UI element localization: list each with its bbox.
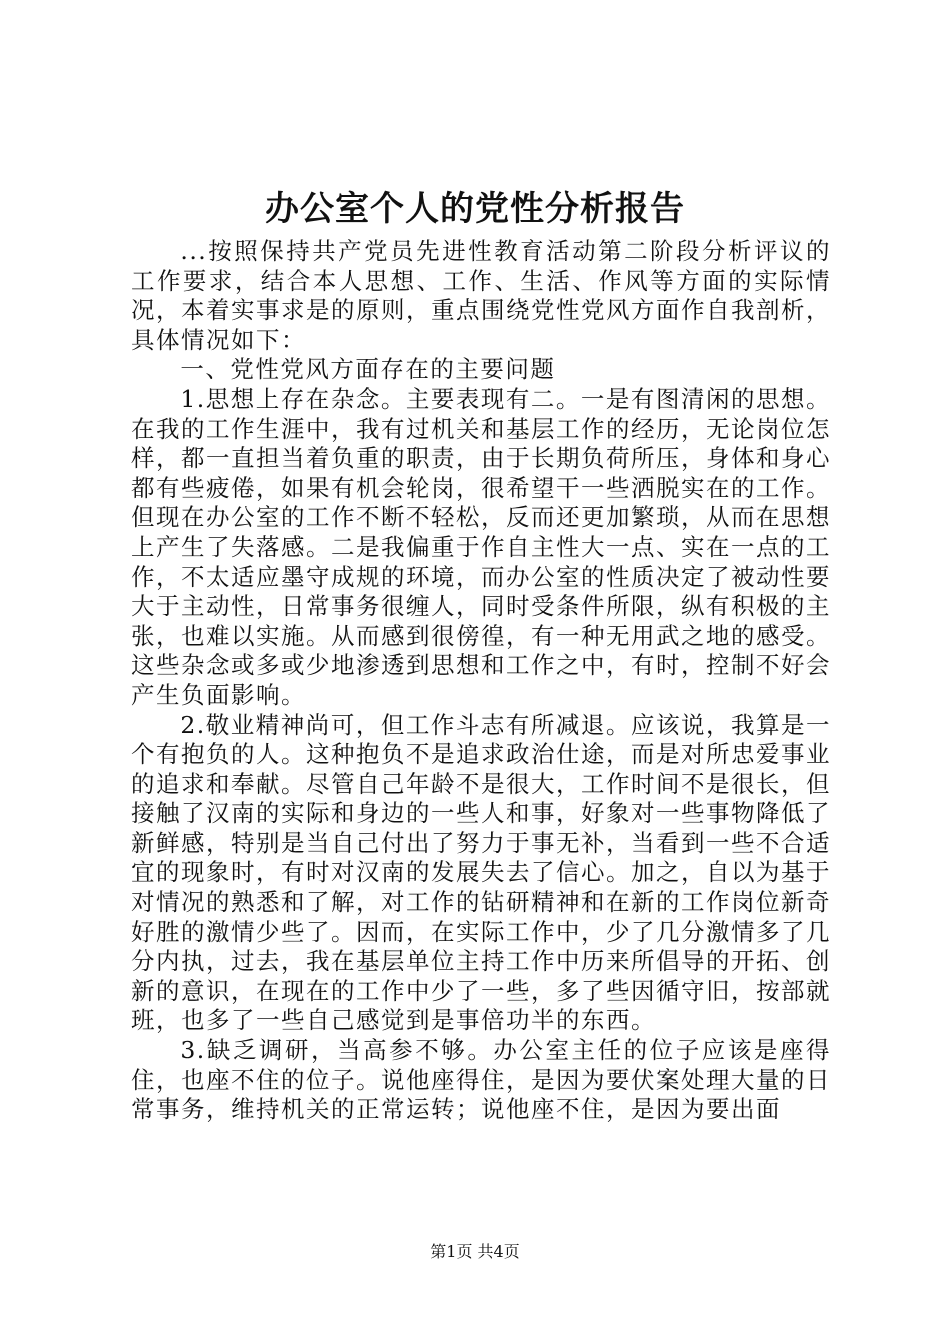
body-paragraph: 2.敬业精神尚可，但工作斗志有所减退。应该说，我算是一个有抱负的人。这种抱负不是追求政治仕途，而是对所忠爱事业的追求和奉献。尽管自己年龄不是很大，工作时间不是很长，但接触了汉南的实际和身边的一些人和事，好象对一些事物降低了新鲜感，特别是当自己付出了努力于事无补，当看到一些不合适宜的现象时，有时对汉南的发展失去了信心。加之，自以为基于对情况的熟悉和了解，对工作的钻研精神和在新的工作岗位新奇好胜的激情少些了。因而，在实际工作中，少了几分激情多了几分内执，过去，我在基层单位主持工作中历来所倡导的开拓、创新的意识，在现在的工作中少了一些，多了些因循守旧，按部就班，也多了一些自己感觉到是事倍功半的东西。 xyxy=(131,710,831,1035)
body-paragraph: 1.思想上存在杂念。主要表现有二。一是有图清闲的思想。在我的工作生涯中，我有过机关和基层工作的经历，无论岗位怎样，都一直担当着负重的职责，由于长期负荷所压，身体和身心都有些疲倦，如果有机会轮岗，很希望干一些洒脱实在的工作。但现在办公室的工作不断不轻松，反而还更加繁琐，从而在思想上产生了失落感。二是我偏重于作自主性大一点、实在一点的工作，不太适应墨守成规的环境，而办公室的性质决定了被动性要大于主动性，日常事务很缠人，同时受条件所限，纵有积极的主张，也难以实施。从而感到很傍徨，有一种无用武之地的感受。这些杂念或多或少地渗透到思想和工作之中，有时，控制不好会产生负面影响。 xyxy=(131,384,831,709)
document-title: 办公室个人的党性分析报告 xyxy=(265,189,685,229)
intro-paragraph: ...按照保持共产党员先进性教育活动第二阶段分析评议的工作要求，结合本人思想、工作、生活、作风等方面的实际情况，本着实事求是的原则，重点围绕党性党风方面作自我剖析，具体情况如下： xyxy=(131,237,831,354)
page-footer: 第1页 共4页 xyxy=(430,1242,520,1261)
section-heading: 一、党性党风方面存在的主要问题 xyxy=(180,355,556,384)
document-body xyxy=(131,237,831,1125)
body-paragraph: 3.缺乏调研，当高参不够。办公室主任的位子应该是座得住，也座不住的位子。说他座得住，是因为要伏案处理大量的日常事务，维持机关的正常运转；说他座不住，是因为要出面 xyxy=(131,1036,831,1124)
